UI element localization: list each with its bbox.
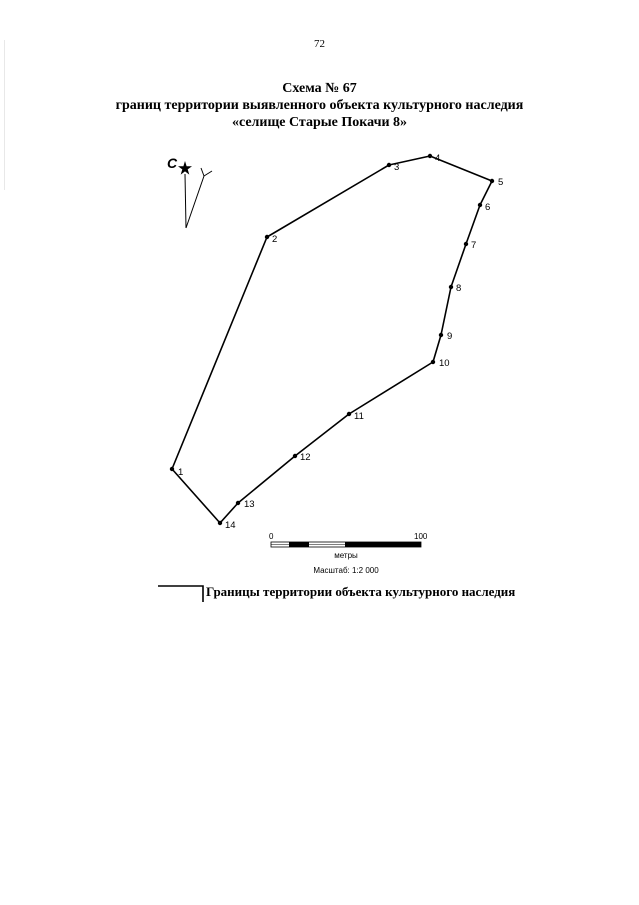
- point-label: 1: [178, 467, 184, 478]
- boundary-vertex: [478, 203, 482, 207]
- point-label: 6: [485, 202, 491, 213]
- north-arrow: [167, 155, 212, 228]
- north-arrow-fork-right: [204, 171, 212, 176]
- point-label: 5: [498, 177, 504, 188]
- boundary-vertex: [449, 285, 453, 289]
- point-label: 2: [272, 234, 278, 245]
- title-line-boundaries: границ территории выявленного объекта культурного наследия: [115, 98, 524, 113]
- point-label: 3: [394, 162, 400, 173]
- title-line-site-name: «селище Старые Покачи 8»: [231, 115, 408, 130]
- boundary-vertex: [218, 521, 222, 525]
- scale-end-label: 100: [414, 532, 428, 541]
- boundary-vertex: [439, 333, 443, 337]
- north-arrow-fork-left: [201, 168, 204, 176]
- boundary-vertex: [170, 467, 174, 471]
- boundary-vertex: [490, 179, 494, 183]
- north-arrow-shaft: [185, 174, 186, 228]
- legend-boundary-label: Границы территории объекта культурного наследия: [206, 584, 516, 599]
- point-label: 13: [244, 499, 255, 510]
- point-label: 8: [456, 283, 462, 294]
- boundary-vertex: [464, 242, 468, 246]
- point-label: 9: [447, 331, 453, 342]
- scale-unit-label: метры: [334, 551, 358, 560]
- boundary-vertices: [170, 154, 494, 525]
- boundary-vertex: [428, 154, 432, 158]
- heritage-boundary-polygon: [172, 156, 492, 523]
- boundary-vertex: [293, 454, 297, 458]
- north-arrow-diagonal: [186, 176, 204, 228]
- boundary-vertex: [387, 163, 391, 167]
- boundary-vertex: [236, 501, 240, 505]
- boundary-vertex: [265, 235, 269, 239]
- star-icon: [178, 161, 192, 175]
- point-label: 10: [439, 358, 450, 369]
- scale-ratio-label: Масштаб: 1:2 000: [313, 566, 379, 575]
- boundary-vertex: [347, 412, 351, 416]
- point-label: 4: [435, 153, 441, 164]
- boundary-vertex: [431, 360, 435, 364]
- boundary-vertex-labels: [178, 153, 503, 531]
- point-label: 14: [225, 520, 236, 531]
- point-label: 7: [471, 240, 477, 251]
- point-label: 12: [300, 452, 311, 463]
- page-number: 72: [314, 38, 325, 50]
- point-label: 11: [354, 411, 364, 422]
- legend-symbol: [158, 586, 203, 602]
- north-letter: С: [167, 155, 178, 171]
- scale-bar: [269, 532, 428, 575]
- scale-start-label: 0: [269, 532, 274, 541]
- title-line-scheme: Схема № 67: [282, 81, 357, 96]
- legend-boundary-line: [158, 586, 203, 602]
